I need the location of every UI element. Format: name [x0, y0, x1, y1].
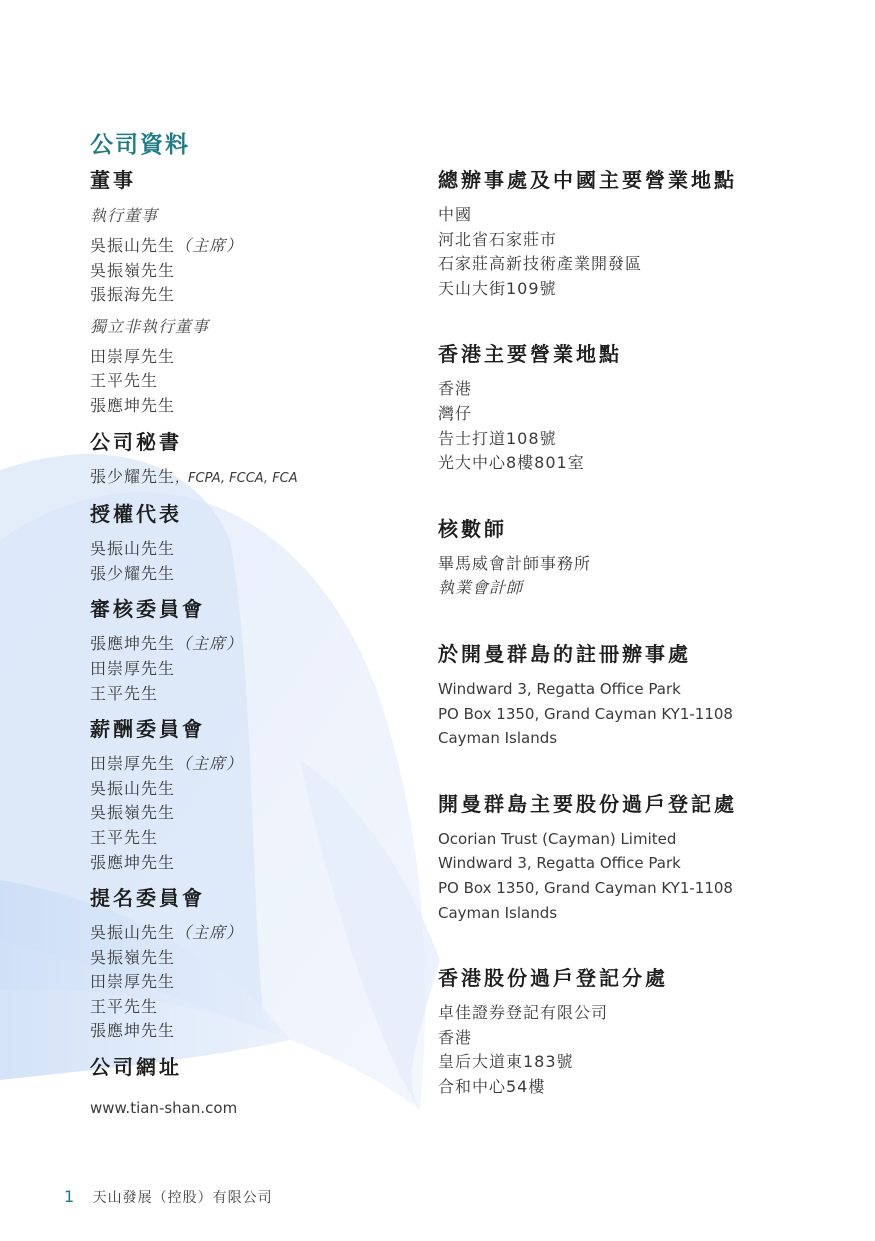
page-number: 1: [64, 1187, 76, 1206]
list-item: 田崇厚先生（主席）: [90, 754, 244, 774]
remuneration-committee-heading: 薪酬委員會: [90, 717, 205, 742]
address-line: Cayman Islands: [438, 729, 558, 748]
hk-share-registrar-heading: 香港股份過戶登記分處: [438, 966, 668, 991]
list-item: 張少耀先生: [90, 563, 176, 583]
list-item: 張振海先生: [90, 285, 176, 305]
list-item: 張應坤先生（主席）: [90, 634, 244, 654]
secretary-heading: 公司秘書: [90, 429, 182, 454]
nomination-committee-heading: 提名委員會: [90, 886, 205, 911]
list-item: 田崇厚先生: [90, 972, 176, 992]
list-item: 吳振山先生（主席）: [90, 236, 244, 255]
address-line: Windward 3, Regatta Office Park: [438, 854, 681, 873]
audit-committee-heading: 審核委員會: [90, 597, 205, 622]
list-item: 吳振嶺先生: [90, 260, 176, 280]
address-line: 香港: [438, 379, 473, 399]
list-item: 吳振嶺先生: [90, 947, 176, 967]
hk-office-heading: 香港主要營業地點: [438, 342, 622, 367]
authorized-representatives-section: [90, 497, 410, 586]
secretary-section: [90, 425, 410, 492]
address-line: 卓佳證券登記有限公司: [438, 1003, 609, 1023]
head-office-heading: 總辦事處及中國主要營業地點: [438, 168, 737, 192]
auditor-section: [438, 512, 838, 601]
directors-heading: 董事: [90, 168, 136, 192]
hk-share-registrar-section: [438, 961, 838, 1099]
list-item: 王平先生: [90, 827, 159, 847]
head-office-section: [438, 163, 838, 301]
nomination-committee-section: [90, 881, 410, 1044]
website-heading: 公司網址: [90, 1055, 182, 1080]
address-line: Windward 3, Regatta Office Park: [438, 679, 681, 698]
cayman-registered-office-section: [438, 637, 838, 751]
cayman-share-registrar-heading: 開曼群島主要股份過戶登記處: [438, 791, 737, 816]
list-item: 田崇厚先生: [90, 658, 176, 678]
auditor-name: 畢馬威會計師事務所: [438, 553, 592, 573]
right-column: [438, 163, 838, 1135]
independent-directors-list: [90, 345, 410, 419]
cayman-registered-office-heading: 於開曼群島的註冊辦事處: [438, 641, 691, 666]
list-item: 張少耀先生，FCPA, FCCA, FCA: [90, 466, 298, 486]
auditor-heading: 核數師: [438, 516, 507, 541]
list-item: 吳振山先生（主席）: [90, 923, 244, 943]
address-line: 香港: [438, 1027, 473, 1047]
executive-directors-subheading: 執行董事: [90, 206, 159, 225]
executive-directors-list: [90, 234, 410, 308]
independent-directors-subheading: 獨立非執行董事: [90, 316, 210, 336]
address-line: 石家莊高新技術產業開發區: [438, 254, 643, 274]
page-footer: [64, 1187, 273, 1207]
address-line: 皇后大道東183號: [438, 1052, 574, 1072]
list-item: 田崇厚先生: [90, 346, 176, 366]
list-item: 張應坤先生: [90, 852, 176, 872]
list-item: 張應坤先生: [90, 1021, 176, 1041]
cayman-share-registrar-section: [438, 787, 838, 925]
list-item: 吳振山先生: [90, 539, 176, 559]
address-line: 中國: [438, 205, 473, 224]
authorized-representatives-heading: 授權代表: [90, 502, 182, 527]
address-line: PO Box 1350, Grand Cayman KY1-1108: [438, 878, 733, 897]
hk-office-section: [438, 337, 838, 475]
address-line: 灣仔: [438, 403, 473, 423]
page-title: 公司資料: [90, 132, 190, 158]
company-name: 天山發展（控股）有限公司: [92, 1190, 273, 1206]
list-item: 王平先生: [90, 371, 159, 391]
remuneration-committee-section: [90, 712, 410, 875]
address-line: 天山大街109號: [438, 278, 557, 298]
website-section: [90, 1050, 410, 1121]
directors-section: [90, 163, 410, 419]
left-column: [90, 163, 410, 1127]
address-line: 合和中心54樓: [438, 1076, 546, 1096]
list-item: 王平先生: [90, 996, 159, 1016]
list-item: 張應坤先生: [90, 395, 176, 415]
address-line: Cayman Islands: [438, 903, 558, 922]
list-item: 吳振山先生: [90, 778, 176, 798]
address-line: 告士打道108號: [438, 428, 557, 448]
website-link[interactable]: www.tian-shan.com: [90, 1099, 238, 1118]
audit-committee-section: [90, 592, 410, 706]
list-item: 王平先生: [90, 683, 159, 703]
address-line: 河北省石家莊市: [438, 229, 558, 249]
address-line: 光大中心8樓801室: [438, 453, 585, 473]
list-item: 吳振嶺先生: [90, 803, 176, 823]
address-line: Ocorian Trust (Cayman) Limited: [438, 829, 677, 848]
auditor-title: 執業會計師: [438, 578, 524, 598]
address-line: PO Box 1350, Grand Cayman KY1-1108: [438, 704, 733, 723]
